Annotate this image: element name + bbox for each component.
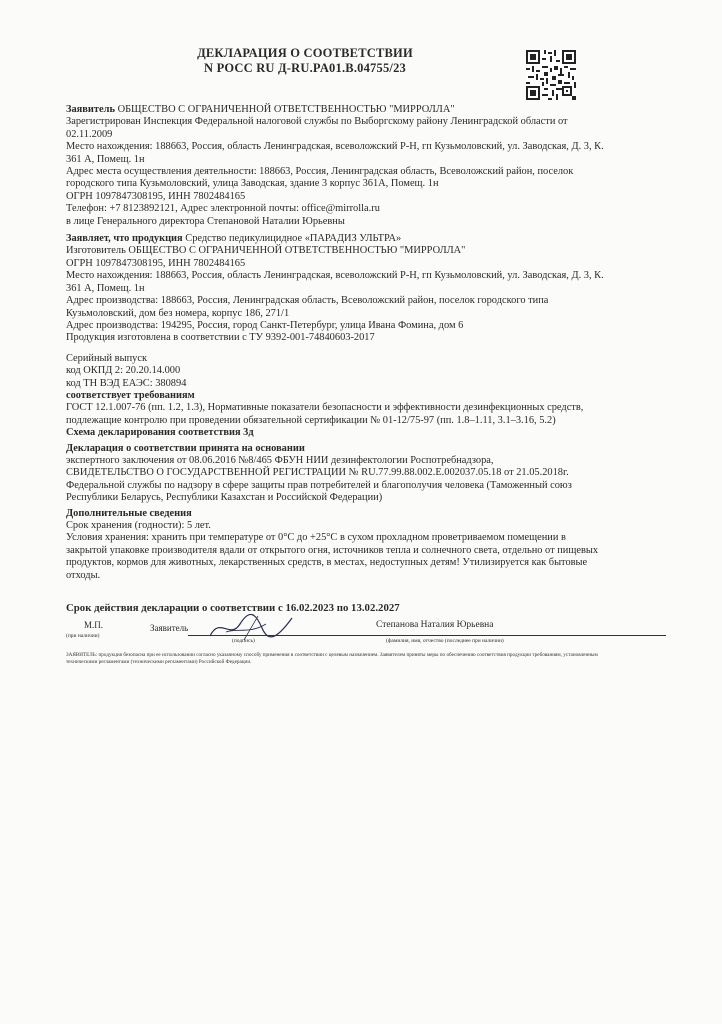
declaration-number: N РОСС RU Д-RU.PA01.B.04755/23: [204, 61, 406, 75]
applicant-ogrn: ОГРН 1097847308195, ИНН 7802484165: [66, 190, 246, 202]
requirements-text: ГОСТ 12.1.007-76 (пп. 1.2, 1.3), Нормативные показатели безопасности и эффективности дезинфекционных средств, подлежащие контролю при проведении обязательной сертификации № 01-12/75-97 (пп. 1.8–1.11, 3.1–3.16, 5.2): [66, 402, 584, 426]
okpd-code: код ОКПД 2: 20.20.14.000: [66, 365, 181, 377]
product-name: Средство педикулицидное «ПАРАДИЗ УЛЬТРА»: [185, 233, 402, 245]
signature-block: [66, 620, 606, 650]
requirements-label: соответствует требованиям: [66, 389, 195, 401]
qr-code-icon: [526, 50, 576, 100]
shelf-life: Срок хранения (годности): 5 лет.: [66, 520, 211, 531]
basis-text-1: экспертного заключения от 08.06.2016 №8/465 ФБУН НИИ дезинфектологии Роспотребнадзора,: [66, 454, 494, 466]
additional-label: Дополнительные сведения: [66, 507, 192, 519]
product-label: Заявляет, что продукция: [66, 233, 183, 245]
manufacturer-location: Место нахождения: 188663, Россия, область Ленинградская, всеволожский Р-Н, гп Кузьмоловский, ул. Заводская, Д. 3, К. 361 А, Помещ. 1н: [66, 270, 604, 294]
footnote: ЗАЯВИТЕЛЬ: продукция безопасна при ее использовании согласно указанному способу применения в соответствии с целевым назначением. Заявителем приняты меры по обеспечению соответствия продукции требованиям, установленным техническими регламентами (техническими регламентами) Российской Федерации.: [66, 652, 598, 665]
stamp-label: М.П.: [84, 620, 104, 630]
manufacturer-ogrn: ОГРН 1097847308195, ИНН 7802484165: [66, 257, 246, 269]
basis-label: Декларация о соответствии принята на основании: [66, 442, 305, 454]
serial-release: Серийный выпуск: [66, 352, 147, 364]
applicant-name: ОБЩЕСТВО С ОГРАНИЧЕННОЙ ОТВЕТСТВЕННОСТЬЮ "МИРРОЛЛА": [117, 104, 455, 115]
scheme-label: Схема декларирования соответствия 3д: [66, 427, 254, 439]
storage-conditions: Условия хранения: хранить при температуре от 0°С до +25°С в сухом прохладном проветриваемом помещении в закрытой упаковке производителя вдали от открытого огня, источников тепла и солнечного света, отдельно от пищевых продуктов, кормов для животных, лекарственных средств, в местах, недоступных детям! Утилизируется как бытовые отходы.: [66, 532, 599, 581]
applicant-representative: в лице Генерального директора Степановой Наталии Юрьевны: [66, 215, 345, 227]
applicant-line: [66, 104, 606, 116]
stamp-sublabel: (при наличии): [66, 633, 100, 639]
declaration-body: [66, 104, 606, 582]
basis-text-2: СВИДЕТЕЛЬСТВО О ГОСУДАРСТВЕННОЙ РЕГИСТРАЦИИ № RU.77.99.88.002.Е.002037.05.18 от 21.05.2018г. Федеральной службы по надзору в сфере защиты прав потребителей и благополучия человека (Таможенный союз Республики Беларусь, Республики Казахстан и Российской Федерации): [66, 467, 572, 504]
production-address-2: Адрес производства: 194295, Россия, город Санкт-Петербург, улица Ивана Фомина, дом 6: [66, 319, 464, 331]
document-title: [160, 46, 450, 76]
signature-line: [188, 635, 666, 636]
tnved-code: код ТН ВЭД ЕАЭС: 380894: [66, 377, 187, 389]
applicant-sign-label: Заявитель: [150, 623, 189, 633]
title-line-1: ДЕКЛАРАЦИЯ О СООТВЕТСТВИИ: [197, 46, 413, 60]
signature-sublabel: (подпись): [232, 638, 255, 644]
production-address-1: Адрес производства: 188663, Россия, Ленинградская область, Всеволожский район, поселок городского типа Кузьмоловский, дом без номера, корпус 186, 271/1: [66, 295, 549, 319]
product-line: [66, 233, 606, 245]
applicant-label: Заявитель: [66, 104, 115, 115]
signatory-name-sublabel: (фамилия, имя, отчество (последнее при наличии): [386, 638, 504, 644]
applicant-activity-address: Адрес места осуществления деятельности: 188663, Россия, Ленинградская область, Всеволожский район, поселок городского типа Кузьмоловский, улица Заводская, здание 3 корпус 361А, Помещ. 1н: [66, 166, 574, 190]
manufacturer: Изготовитель ОБЩЕСТВО С ОГРАНИЧЕННОЙ ОТВЕТСТВЕННОСТЬЮ "МИРРОЛЛА": [66, 245, 466, 257]
applicant-location: Место нахождения: 188663, Россия, область Ленинградская, всеволожский Р-Н, гп Кузьмоловский, ул. Заводская, Д. 3, К. 361 А, Помещ. 1н: [66, 141, 604, 165]
applicant-contacts: Телефон: +7 8123892121, Адрес электронной почты: office@mirrolla.ru: [66, 203, 380, 215]
product-spec: Продукция изготовлена в соответствии с ТУ 9392-001-74840603-2017: [66, 332, 375, 344]
applicant-registration: Зарегистрирован Инспекция Федеральной налоговой службы по Выборгскому району Ленинградской области от 02.11.2009: [66, 116, 568, 140]
validity-period: Срок действия декларации о соответствии с 16.02.2023 по 13.02.2027: [66, 602, 400, 614]
signatory-name: Степанова Наталия Юрьевна: [376, 620, 494, 630]
